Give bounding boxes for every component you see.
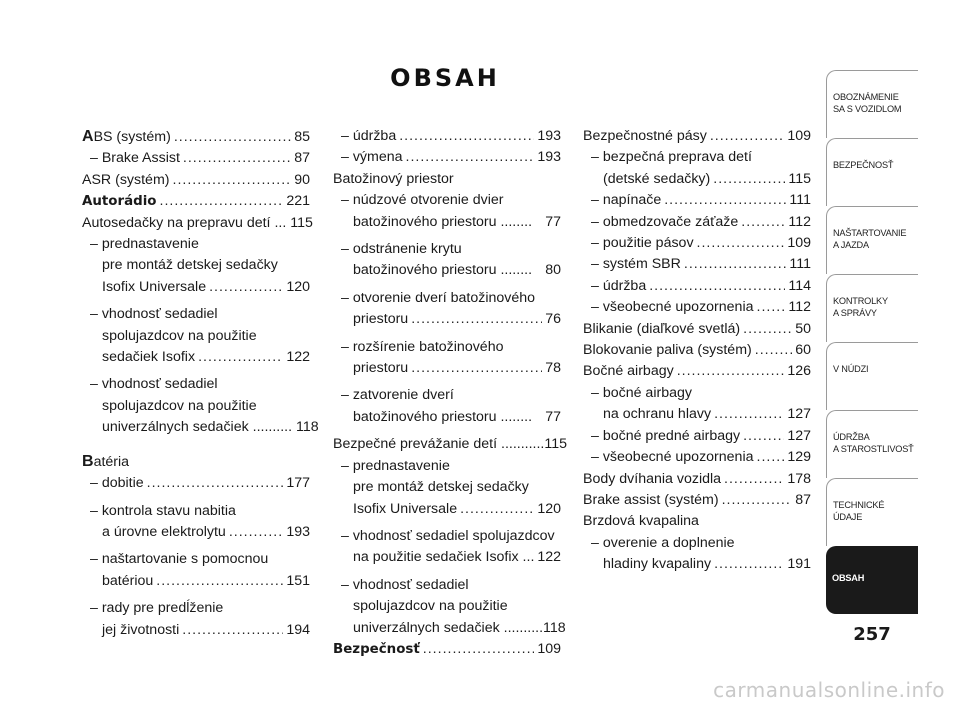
entry-text: na použitie sedačiek Isofix ...	[353, 549, 535, 566]
index-entry	[333, 456, 561, 520]
entry-text: Autorádio	[82, 194, 157, 210]
page-ref[interactable]: 109	[537, 640, 561, 657]
index-entry	[82, 598, 310, 641]
index-entry	[583, 533, 811, 576]
index-column-3	[583, 126, 811, 576]
page-ref[interactable]: 122	[537, 549, 561, 566]
entry-text: – Brake Assist	[90, 150, 180, 167]
tab-label: NAŠTARTOVANIE	[833, 228, 907, 238]
index-entry	[333, 288, 561, 331]
tab-udrzba[interactable]	[826, 410, 918, 478]
entry-text: – vhodnosť sedadiel	[90, 306, 218, 323]
entry-text: univerzálnych sedačiek ..........	[353, 619, 544, 636]
page-ref[interactable]: 115	[290, 214, 313, 231]
entry-text: – dobitie	[90, 475, 144, 492]
index-entry	[583, 276, 811, 297]
tab-label: BEZPEČNOSŤ	[833, 160, 894, 170]
entry-text: Bezpečné prevážanie detí ...........	[333, 436, 545, 453]
index-column-2	[333, 126, 567, 660]
section-initial: A	[82, 128, 94, 145]
entry-text: – vhodnosť sedadiel spolujazdcov	[341, 527, 555, 544]
entry-text: spolujazdcov na použitie	[102, 327, 257, 344]
entry-text: – prednastavenie	[90, 236, 199, 253]
index-entry	[583, 383, 811, 426]
page-ref[interactable]: 112	[788, 213, 811, 230]
entry-text: spolujazdcov na použitie	[102, 397, 257, 414]
entry-text: – rady pre predĺženie	[90, 600, 224, 617]
entry-text: atéria	[93, 453, 130, 470]
index-entry	[583, 490, 811, 511]
tab-label: OBSAH	[832, 573, 865, 583]
entry-text: BS (systém)	[93, 129, 171, 145]
index-entry	[583, 147, 811, 190]
entry-text: – systém SBR	[591, 256, 681, 273]
page-ref[interactable]: 120	[537, 500, 561, 517]
entry-text: Body dvíhania vozidla	[583, 470, 722, 487]
entry-text: Blokovanie paliva (systém)	[583, 342, 752, 359]
page-ref[interactable]: 76	[545, 311, 561, 328]
entry-text: – overenie a doplnenie	[591, 534, 735, 551]
page-ref[interactable]: 127	[787, 406, 811, 423]
index-entry	[583, 233, 811, 254]
index-entry	[583, 126, 811, 147]
page-title: OBSAH	[390, 64, 500, 92]
entry-text: univerzálnych sedačiek ..........	[102, 419, 293, 436]
index-entry	[583, 426, 811, 447]
index-entry	[583, 212, 811, 233]
page-ref[interactable]: 177	[286, 475, 310, 492]
index-entry	[333, 434, 567, 455]
index-entry	[583, 469, 811, 490]
index-entry	[333, 337, 561, 380]
entry-text: priestoru	[353, 311, 409, 328]
entry-text: – obmedzovače záťaže	[591, 213, 739, 230]
tab-label: OBOZNÁMENIE	[833, 92, 899, 102]
index-entry	[82, 549, 310, 592]
page-ref[interactable]: 90	[294, 171, 310, 188]
tab-label: V NÚDZI	[833, 364, 869, 374]
entry-text: a úrovne elektrolytu	[102, 523, 226, 540]
index-entry	[333, 239, 561, 282]
entry-text: – údržba	[341, 128, 397, 144]
entry-text: – vhodnosť sedadiel	[341, 576, 469, 593]
entry-text: pre montáž detskej sedačky	[102, 257, 278, 274]
page-ref[interactable]: 129	[787, 449, 811, 466]
entry-text: spolujazdcov na použitie	[353, 598, 508, 615]
tab-bezpecnost[interactable]	[826, 138, 918, 206]
index-entry	[333, 190, 561, 233]
section-initial: B	[82, 452, 94, 470]
page-ref[interactable]: 118	[296, 419, 319, 436]
entry-text: batožinového priestoru ........	[353, 408, 533, 425]
page-ref[interactable]: 80	[545, 262, 561, 279]
entry-text: Bočné airbagy	[583, 363, 674, 380]
entry-text: – naštartovanie s pomocnou	[90, 551, 269, 568]
entry-text: – prednastavenie	[341, 457, 450, 474]
entry-text: – rozšírenie batožinového	[341, 338, 504, 355]
index-entry	[82, 191, 310, 212]
entry-text: – núdzové otvorenie dvier	[341, 192, 504, 209]
tab-oboznamenie[interactable]	[826, 70, 918, 138]
tab-label: SA S VOZIDLOM	[833, 104, 902, 114]
entry-text: Blikanie (diaľkové svetlá)	[583, 320, 741, 337]
entry-text: – odstránenie krytu	[341, 241, 462, 258]
entry-text: – bezpečná preprava detí	[591, 149, 752, 166]
entry-text: – údržba	[591, 277, 647, 294]
index-entry	[82, 473, 310, 494]
index-entry	[82, 170, 310, 191]
page-ref[interactable]: 122	[286, 349, 310, 366]
page-ref[interactable]: 178	[787, 470, 811, 487]
page-ref[interactable]: 50	[795, 320, 811, 337]
tab-label: KONTROLKY	[833, 296, 888, 306]
entry-text: pre montáž detskej sedačky	[353, 479, 529, 496]
entry-text: ASR (systém)	[82, 171, 170, 188]
index-entry	[333, 385, 561, 428]
entry-text: – výmena	[341, 149, 403, 166]
page-ref[interactable]: 118	[543, 619, 566, 636]
entry-text: – vhodnosť sedadiel	[90, 376, 218, 393]
entry-text: batožinového priestoru ........	[353, 213, 533, 230]
page-ref[interactable]: 126	[787, 363, 811, 380]
entry-text: – bočné airbagy	[591, 384, 692, 401]
page-ref[interactable]: 151	[286, 572, 310, 589]
index-entry	[333, 639, 561, 660]
page-ref[interactable]: 109	[787, 128, 811, 144]
index-entry	[583, 511, 811, 532]
entry-text: Brake assist (systém)	[583, 491, 719, 508]
page-ref[interactable]: 191	[787, 556, 811, 573]
index-entry	[82, 304, 310, 368]
tab-kontrolky[interactable]	[826, 274, 918, 342]
entry-text: Isofix Universale	[102, 278, 207, 295]
page-ref[interactable]: 111	[789, 192, 811, 209]
page-ref[interactable]: 194	[286, 621, 310, 638]
index-entry	[583, 190, 811, 211]
index-entry	[333, 147, 561, 168]
index-entry	[333, 575, 566, 639]
entry-text: Brzdová kvapalina	[583, 513, 699, 530]
page-ref[interactable]: 221	[286, 193, 310, 210]
page-ref[interactable]: 127	[787, 427, 811, 444]
index-entry	[583, 447, 811, 468]
tab-label: TECHNICKÉ	[833, 500, 885, 510]
entry-text: batériou	[102, 572, 154, 589]
index-entry	[583, 319, 811, 340]
section-tabs	[826, 70, 918, 614]
tab-technicke[interactable]	[826, 478, 918, 546]
entry-text: (detské sedačky)	[603, 170, 711, 187]
page-ref[interactable]: 115	[788, 170, 811, 187]
entry-text: batožinového priestoru ........	[353, 262, 533, 279]
entry-text: – použitie pásov	[591, 235, 694, 252]
page-ref[interactable]: 114	[788, 277, 811, 294]
index-column-1	[82, 126, 319, 641]
tab-nastartovanie[interactable]	[826, 206, 918, 274]
index-entry	[583, 254, 811, 275]
page-ref[interactable]: 111	[789, 256, 811, 273]
tab-label: ÚDRŽBA	[833, 432, 870, 442]
page-ref[interactable]: 85	[294, 129, 310, 145]
entry-text: – všeobecné upozornenia	[591, 299, 754, 316]
page-ref[interactable]: 87	[795, 491, 811, 508]
index-entry	[583, 340, 811, 361]
index-entry	[333, 526, 561, 569]
tab-v-nudzi[interactable]	[826, 342, 918, 410]
index-entry	[82, 501, 310, 544]
tab-label: A STAROSTLIVOSŤ	[833, 444, 914, 454]
tab-label: A SPRÁVY	[833, 308, 877, 318]
tab-obsah[interactable]	[826, 546, 918, 614]
index-entry	[82, 451, 310, 473]
index-entry	[82, 213, 313, 234]
entry-text: priestoru	[353, 360, 409, 377]
page-ref[interactable]: 115	[544, 436, 567, 453]
index-entry	[583, 297, 811, 318]
page-ref[interactable]: 109	[787, 235, 811, 252]
entry-text: – bočné predné airbagy	[591, 427, 741, 444]
entry-text: – napínače	[591, 192, 662, 209]
watermark: carmanualsonline.info	[713, 678, 945, 702]
entry-text: Isofix Universale	[353, 500, 458, 517]
page-ref[interactable]: 193	[537, 128, 561, 144]
tab-label: ÚDAJE	[833, 512, 863, 522]
index-entry	[333, 169, 561, 190]
page-ref[interactable]: 77	[545, 408, 561, 425]
page-ref[interactable]: 87	[294, 150, 310, 167]
entry-text: – všeobecné upozornenia	[591, 449, 754, 466]
page-ref[interactable]: 77	[545, 213, 561, 230]
entry-text: – zatvorenie dverí	[341, 387, 454, 404]
page-ref[interactable]: 112	[788, 299, 811, 316]
page-ref[interactable]: 120	[286, 278, 310, 295]
entry-text: Bezpečnosť	[333, 641, 420, 657]
index-entry	[82, 126, 310, 148]
page-ref[interactable]: 60	[795, 342, 811, 359]
index-entry	[82, 148, 310, 169]
index-entry	[82, 374, 319, 438]
page-number: 257	[853, 624, 891, 645]
entry-text: Autosedačky na prepravu detí ...	[82, 214, 287, 231]
page-ref[interactable]: 78	[545, 360, 561, 377]
index-entry	[82, 234, 310, 298]
entry-text: jej životnosti	[102, 621, 180, 638]
entry-text: sedačiek Isofix	[102, 349, 196, 366]
entry-text: na ochranu hlavy	[603, 406, 712, 423]
entry-text: Bezpečnostné pásy	[583, 128, 707, 144]
entry-text: – otvorenie dverí batožinového	[341, 289, 536, 306]
index-entry	[583, 361, 811, 382]
page-ref[interactable]: 193	[537, 149, 561, 166]
entry-text: – kontrola stavu nabitia	[90, 502, 236, 519]
entry-text: hladiny kvapaliny	[603, 556, 712, 573]
page-ref[interactable]: 193	[286, 523, 310, 540]
entry-text: Batožinový priestor	[333, 170, 454, 187]
index-entry	[333, 126, 561, 147]
tab-label: A JAZDA	[833, 240, 869, 250]
